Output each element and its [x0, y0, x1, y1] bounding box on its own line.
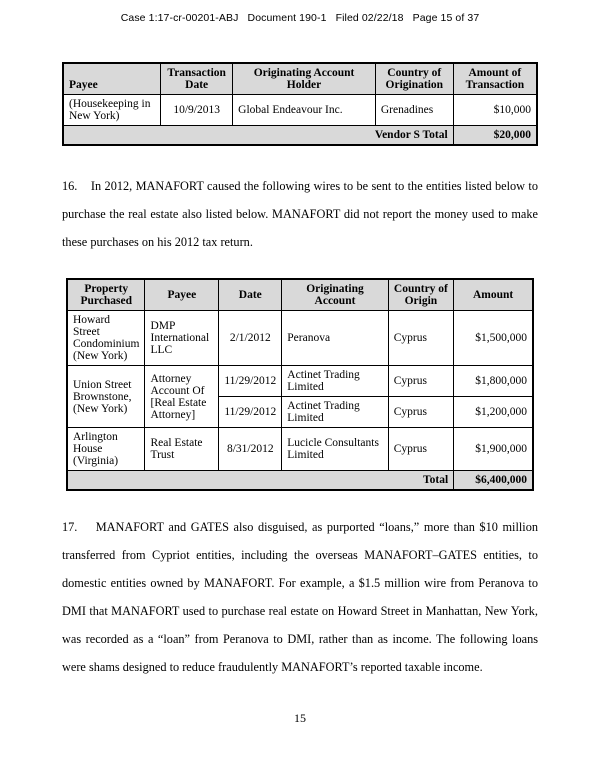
vendor-payments-table [62, 62, 538, 146]
cell-country: Cyprus [388, 366, 453, 397]
cell-total-value: $20,000 [453, 126, 537, 146]
cell-date: 8/31/2012 [219, 428, 282, 471]
paragraph-16: 16. In 2012, MANAFORT caused the following wires to be sent to the entities listed below to purchase the real estate also listed below. MANAFORT did not report the money used to make these purchases on his 2012 tax return. [62, 179, 538, 250]
table-row [63, 95, 537, 126]
cell-country: Grenadines [375, 95, 453, 126]
header-cell-amount: Amount [454, 279, 533, 311]
cell-country: Cyprus [388, 428, 453, 471]
cell-country: Cyprus [388, 397, 453, 428]
header-cell-country-of-origin: Country of Origin [388, 279, 453, 311]
cell-property: Union Street Brownstone, (New York) [67, 366, 145, 428]
cell-date: 11/29/2012 [219, 366, 282, 397]
header-cell-payee: Payee [63, 63, 161, 95]
cell-payee: (Housekeeping in New York) [63, 95, 161, 126]
header-cell-transaction-date: Transaction Date [161, 63, 233, 95]
cell-account: Peranova [282, 311, 388, 366]
cell-payee: Real Estate Trust [145, 428, 219, 471]
header-cell-property-purchased: Property Purchased [67, 279, 145, 311]
header-cell-date: Date [219, 279, 282, 311]
table-row [67, 366, 533, 397]
header-cell-payee: Payee [145, 279, 219, 311]
cell-property: Howard Street Condominium (New York) [67, 311, 145, 366]
case-caption: Case 1:17-cr-00201-ABJ Document 190-1 Filed 02/22/18 Page 15 of 37 [120, 12, 480, 24]
header-cell-amount-of-transaction: Amount of Transaction [453, 63, 537, 95]
cell-date: 2/1/2012 [219, 311, 282, 366]
table-total-row [63, 126, 537, 146]
cell-total-label: Vendor S Total [63, 126, 453, 146]
table-row [67, 311, 533, 366]
header-cell-originating-account: Originating Account [282, 279, 388, 311]
paragraph-17: 17. MANAFORT and GATES also disguised, as purported “loans,” more than $10 million transferred from Cypriot entities, including the overseas MANAFORT–GATES entities, to domestic entities owned by MANAFORT. For example, a $1.5 million wire from Peranova to DMI that MANAFORT used to purchase real estate on Howard Street in Manhattan, New York, was recorded as a “loan” from Peranova to DMI, rather than as income. The following loans were shams designed to reduce fraudulently MANAFORT’s reported taxable income. [62, 520, 538, 675]
cell-total-label: Total [67, 471, 454, 491]
cell-amount: $1,200,000 [454, 397, 533, 428]
cell-property: Arlington House (Virginia) [67, 428, 145, 471]
cell-amount: $10,000 [453, 95, 537, 126]
header-cell-originating-account-holder: Originating Account Holder [233, 63, 376, 95]
cell-amount: $1,900,000 [454, 428, 533, 471]
page-number: 15 [294, 711, 306, 726]
cell-account: Actinet Trading Limited [282, 397, 388, 428]
real-estate-purchases-table [66, 278, 534, 491]
table-row [67, 428, 533, 471]
cell-account: Actinet Trading Limited [282, 366, 388, 397]
cell-amount: $1,500,000 [454, 311, 533, 366]
cell-amount: $1,800,000 [454, 366, 533, 397]
cell-account-holder: Global Endeavour Inc. [233, 95, 376, 126]
table-total-row [67, 471, 533, 491]
header-cell-country-of-origination: Country of Origination [375, 63, 453, 95]
cell-account: Lucicle Consultants Limited [282, 428, 388, 471]
table-header-row [63, 63, 537, 95]
cell-date: 10/9/2013 [161, 95, 233, 126]
cell-country: Cyprus [388, 311, 453, 366]
cell-date: 11/29/2012 [219, 397, 282, 428]
cell-payee: DMP International LLC [145, 311, 219, 366]
table-header-row [67, 279, 533, 311]
cell-total-value: $6,400,000 [454, 471, 533, 491]
cell-payee: Attorney Account Of [Real Estate Attorney] [145, 366, 219, 428]
